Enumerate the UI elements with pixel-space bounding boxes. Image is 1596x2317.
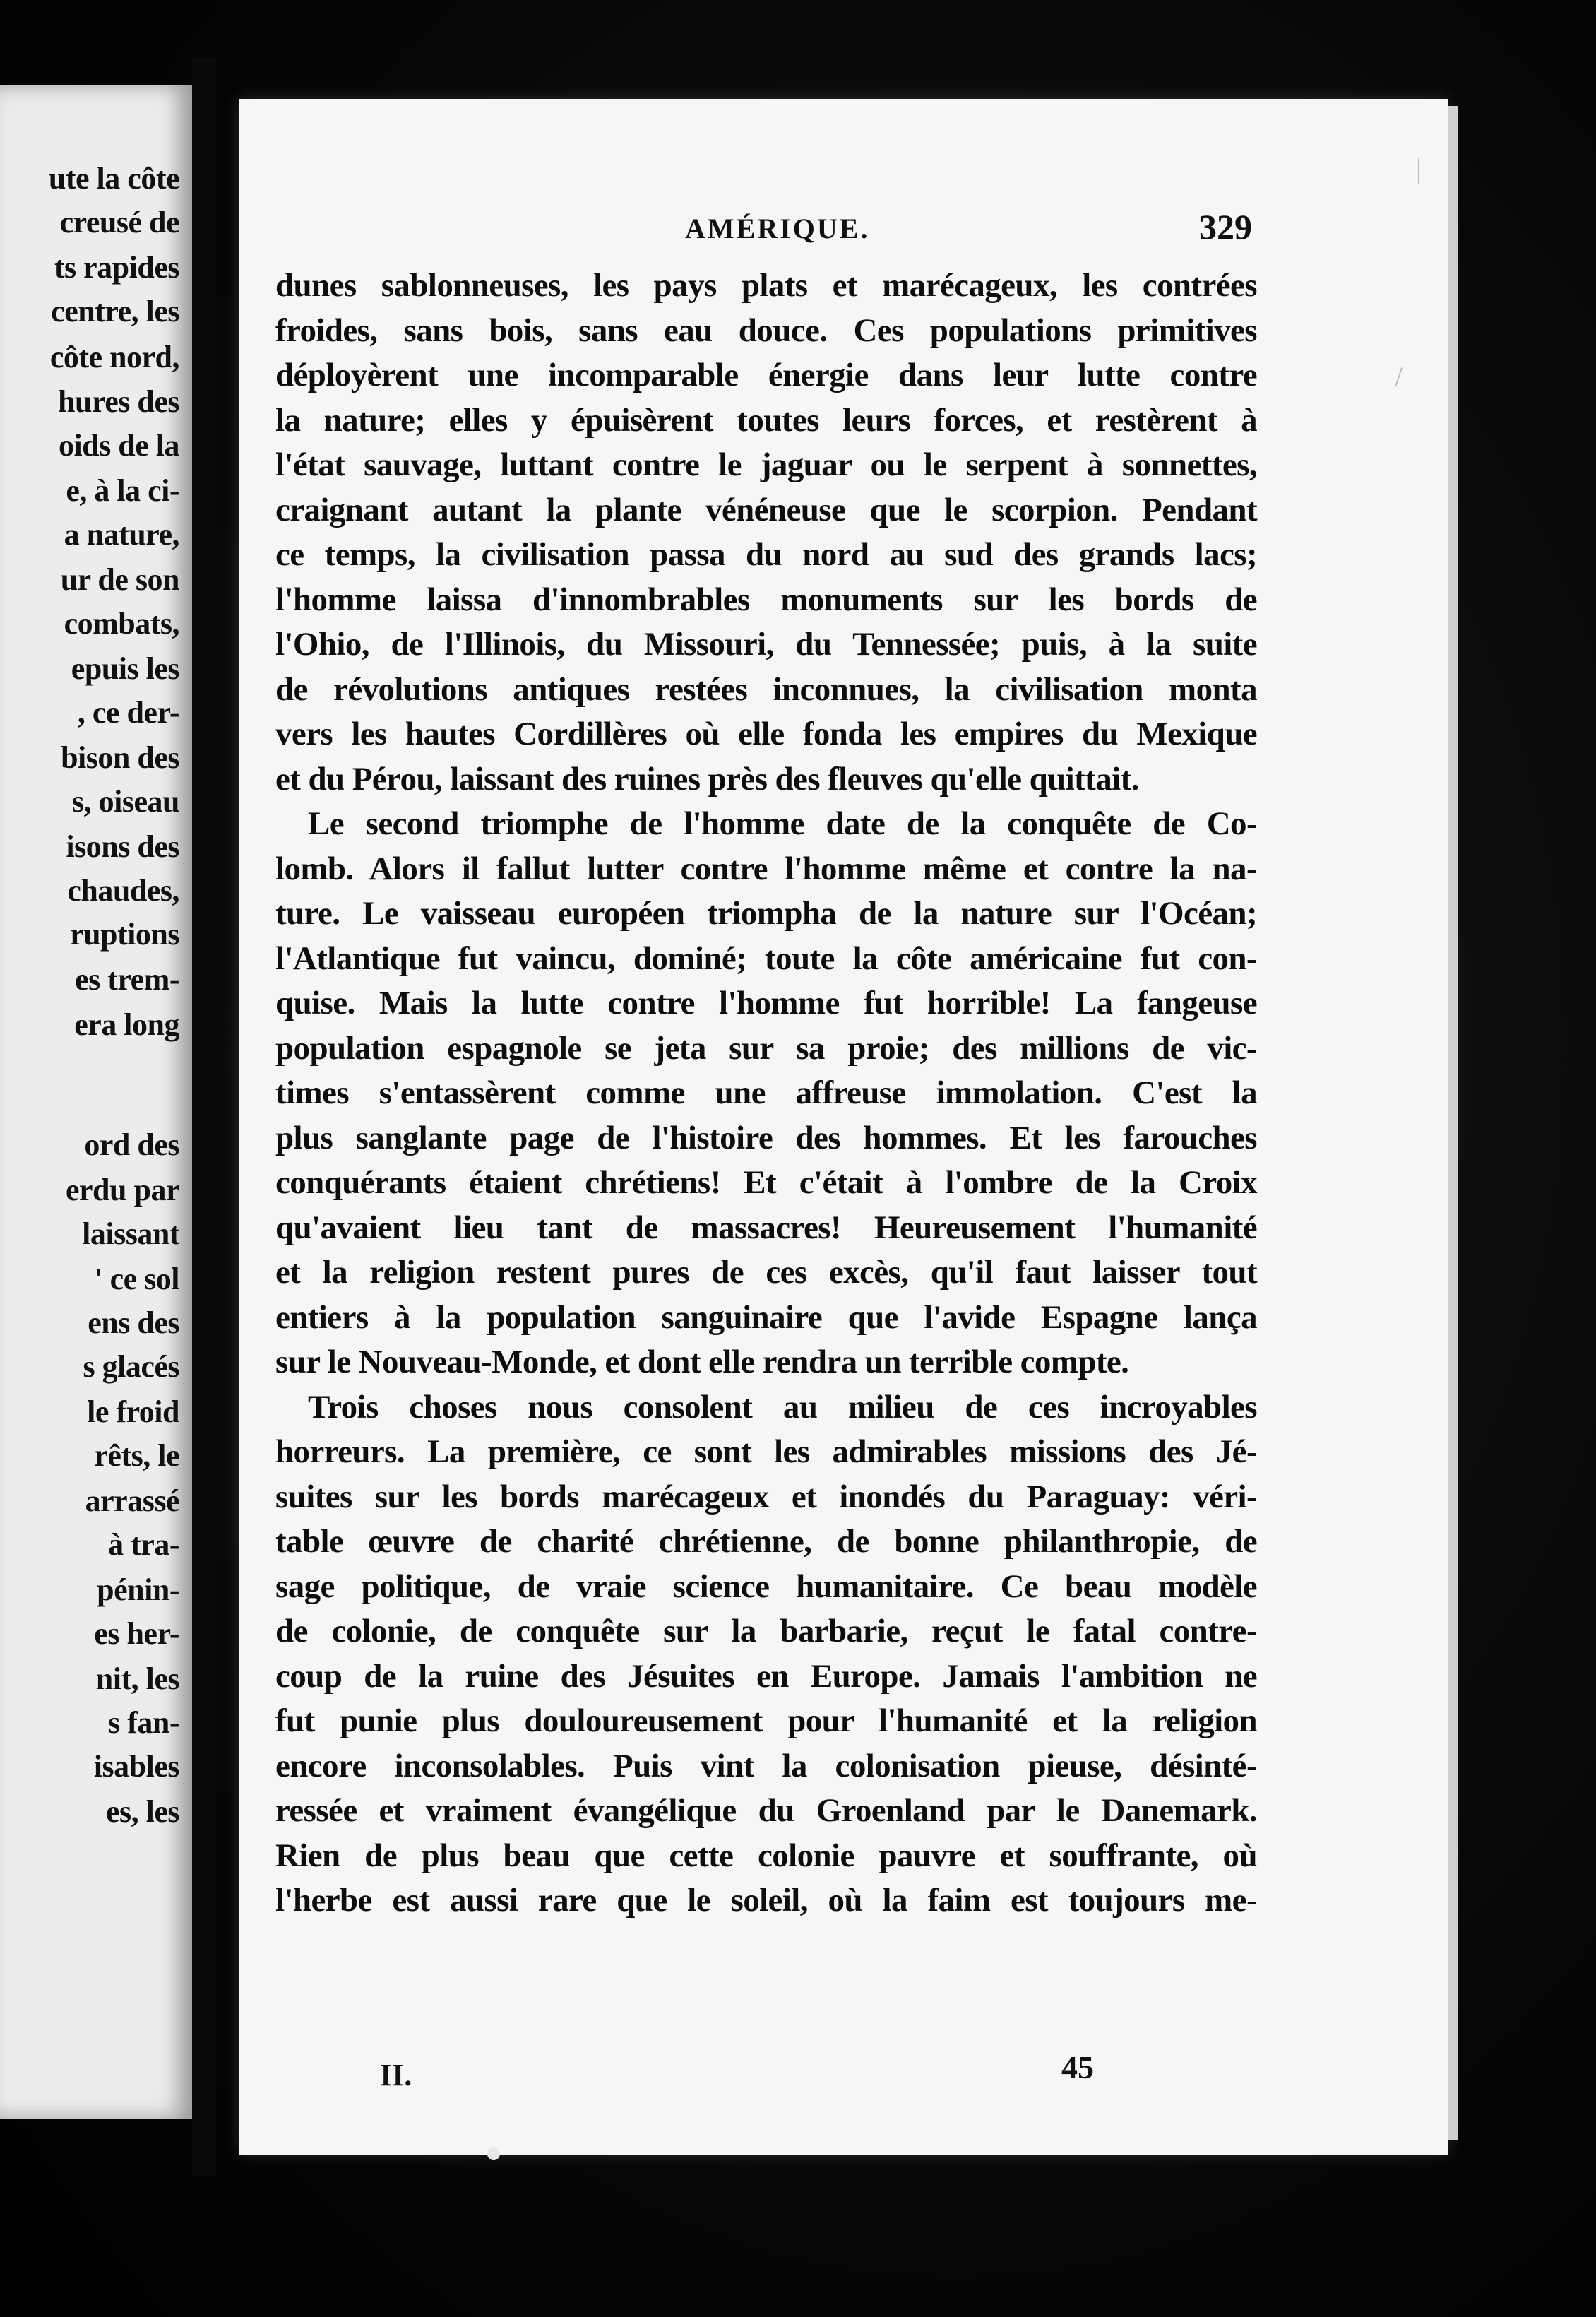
body-text-line: Trois choses nous consolent au milieu de ces incroyables bbox=[308, 1388, 1257, 1426]
left-page-line: ruptions bbox=[70, 917, 179, 952]
body-text-line: Le second triomphe de l'homme date de la conquête de Co- bbox=[308, 805, 1257, 842]
left-page-line: pénin- bbox=[97, 1572, 179, 1607]
left-page-line: rêts, le bbox=[94, 1438, 179, 1473]
body-text-line: fut punie plus douloureusement pour l'humanité et la religion bbox=[275, 1702, 1257, 1739]
body-text-line: déployèrent une incomparable énergie dans leur lutte contre bbox=[275, 357, 1257, 393]
body-text-line: vers les hautes Cordillères où elle fonda les empires du Mexique bbox=[275, 716, 1257, 752]
body-text-line: dunes sablonneuses, les pays plats et marécageux, les contrées bbox=[275, 267, 1257, 304]
left-page-line: bison des bbox=[61, 740, 179, 775]
body-text-line: l'Atlantique fut vaincu, dominé; toute la côte américaine fut con- bbox=[275, 940, 1257, 977]
left-page-line: e, à la ci- bbox=[66, 473, 179, 508]
left-page-line: centre, les bbox=[51, 294, 179, 328]
body-text-line: et la religion restent pures de ces excès, qu'il faut laisser tout bbox=[275, 1254, 1257, 1291]
body-text-line: l'homme laissa d'innombrables monuments sur les bords de bbox=[275, 581, 1257, 618]
signature-number: 45 bbox=[1061, 2049, 1094, 2085]
left-page-line: , ce der- bbox=[77, 695, 179, 730]
left-page-line: a nature, bbox=[64, 517, 179, 552]
left-page-line: s, oiseau bbox=[72, 784, 179, 819]
left-facing-page bbox=[0, 85, 192, 2119]
left-page-line: ute la côte bbox=[48, 161, 179, 196]
body-text-line: craignant autant la plante vénéneuse que le scorpion. Pendant bbox=[275, 491, 1257, 528]
left-page-line: ens des bbox=[88, 1305, 179, 1340]
left-page-line: isons des bbox=[66, 829, 179, 864]
left-page-line: à tra- bbox=[108, 1527, 179, 1562]
left-page-line: erdu par bbox=[66, 1173, 179, 1207]
left-page-line: ord des bbox=[84, 1127, 179, 1162]
body-text-line: ce temps, la civilisation passa du nord au sud des grands lacs; bbox=[275, 536, 1257, 573]
signature-mark: II. bbox=[380, 2058, 412, 2092]
left-page-line: era long bbox=[74, 1007, 179, 1042]
left-page-line: es trem- bbox=[75, 962, 179, 997]
body-text-line: la nature; elles y épuisèrent toutes leurs forces, et restèrent à bbox=[275, 401, 1257, 439]
body-text-line: qu'avaient lieu tant de massacres! Heureusement l'humanité bbox=[275, 1209, 1257, 1246]
left-page-line: nit, les bbox=[95, 1661, 179, 1696]
left-page-line: combats, bbox=[64, 606, 179, 641]
left-page-line: ur de son bbox=[60, 562, 179, 597]
body-text-line: l'état sauvage, luttant contre le jaguar ou le serpent à sonnettes, bbox=[275, 446, 1257, 483]
left-page-line: s fan- bbox=[108, 1705, 179, 1740]
left-page-line: laissant bbox=[82, 1216, 179, 1251]
body-text-line: ressée et vraiment évangélique du Groenland par le Danemark. bbox=[275, 1792, 1257, 1829]
left-page-line: s glacés bbox=[83, 1349, 179, 1384]
body-text-line: Rien de plus beau que cette colonie pauvre et souffrante, où bbox=[275, 1837, 1257, 1874]
left-page-line: isables bbox=[93, 1749, 179, 1784]
body-text-line: table œuvre de charité chrétienne, de bonne philanthropie, de bbox=[275, 1523, 1257, 1560]
body-text-line: times s'entassèrent comme une affreuse immolation. C'est la bbox=[275, 1074, 1257, 1111]
margin-mark: / bbox=[1395, 361, 1403, 393]
page-number: 329 bbox=[1199, 207, 1252, 247]
body-text-line: de révolutions antiques restées inconnues, la civilisation monta bbox=[275, 670, 1257, 708]
left-page-line: chaudes, bbox=[67, 873, 179, 908]
left-page-line: creusé de bbox=[59, 205, 179, 239]
body-text-line: et du Pérou, laissant des ruines près des fleuves qu'elle quittait. bbox=[275, 760, 1139, 798]
left-page-line: ts rapides bbox=[54, 250, 179, 285]
running-title: AMÉRIQUE. bbox=[685, 213, 870, 244]
body-text-line: encore inconsolables. Puis vint la colonisation pieuse, désinté- bbox=[275, 1747, 1257, 1784]
body-text-line: conquérants étaient chrétiens! Et c'était à l'ombre de la Croix bbox=[275, 1164, 1257, 1201]
body-text-line: coup de la ruine des Jésuites en Europe. Jamais l'ambition ne bbox=[275, 1657, 1257, 1695]
left-page-line: es her- bbox=[94, 1616, 179, 1651]
body-text-line: horreurs. La première, ce sont les admirables missions des Jé- bbox=[275, 1433, 1257, 1470]
body-text-line: quise. Mais la lutte contre l'homme fut horrible! La fangeuse bbox=[275, 985, 1257, 1021]
page-header bbox=[239, 207, 1448, 254]
body-text-line: lomb. Alors il fallut lutter contre l'homme même et contre la na- bbox=[275, 850, 1257, 887]
left-page-line: hures des bbox=[58, 384, 179, 419]
left-page-line: le froid bbox=[87, 1394, 179, 1429]
page-edge bbox=[1448, 106, 1458, 2140]
main-page bbox=[239, 99, 1448, 2155]
body-text-line: de colonie, de conquête sur la barbarie, reçut le fatal contre- bbox=[275, 1613, 1257, 1649]
left-page-line: ' ce sol bbox=[94, 1262, 179, 1296]
body-text-line: plus sanglante page de l'histoire des hommes. Et les farouches bbox=[275, 1119, 1257, 1156]
body-text-line: sur le Nouveau-Monde, et dont elle rendra un terrible compte. bbox=[275, 1344, 1129, 1380]
body-text-line: ture. Le vaisseau européen triompha de la nature sur l'Océan; bbox=[275, 895, 1257, 932]
body-text-line: sage politique, de vraie science humanitaire. Ce beau modèle bbox=[275, 1568, 1257, 1605]
body-text-line: entiers à la population sanguinaire que l'avide Espagne lança bbox=[275, 1298, 1257, 1336]
body-text-line: population espagnole se jeta sur sa proie; des millions de vic- bbox=[275, 1029, 1257, 1067]
body-text-line: froides, sans bois, sans eau douce. Ces populations primitives bbox=[275, 312, 1257, 349]
body-text-line: l'herbe est aussi rare que le soleil, où la faim est toujours me- bbox=[275, 1882, 1257, 1919]
body-text-line: suites sur les bords marécageux et inondés du Paraguay: véri- bbox=[275, 1478, 1257, 1515]
scan-speck bbox=[487, 2147, 500, 2160]
left-page-line: epuis les bbox=[71, 651, 179, 686]
margin-mark: | bbox=[1416, 153, 1422, 184]
left-page-line: oids de la bbox=[58, 428, 179, 463]
book-gutter bbox=[192, 57, 216, 2176]
left-page-line: côte nord, bbox=[49, 340, 179, 374]
left-page-line: es, les bbox=[105, 1794, 179, 1829]
left-page-line: arrassé bbox=[85, 1483, 179, 1518]
body-text-line: l'Ohio, de l'Illinois, du Missouri, du Tennessée; puis, à la suite bbox=[275, 626, 1257, 663]
